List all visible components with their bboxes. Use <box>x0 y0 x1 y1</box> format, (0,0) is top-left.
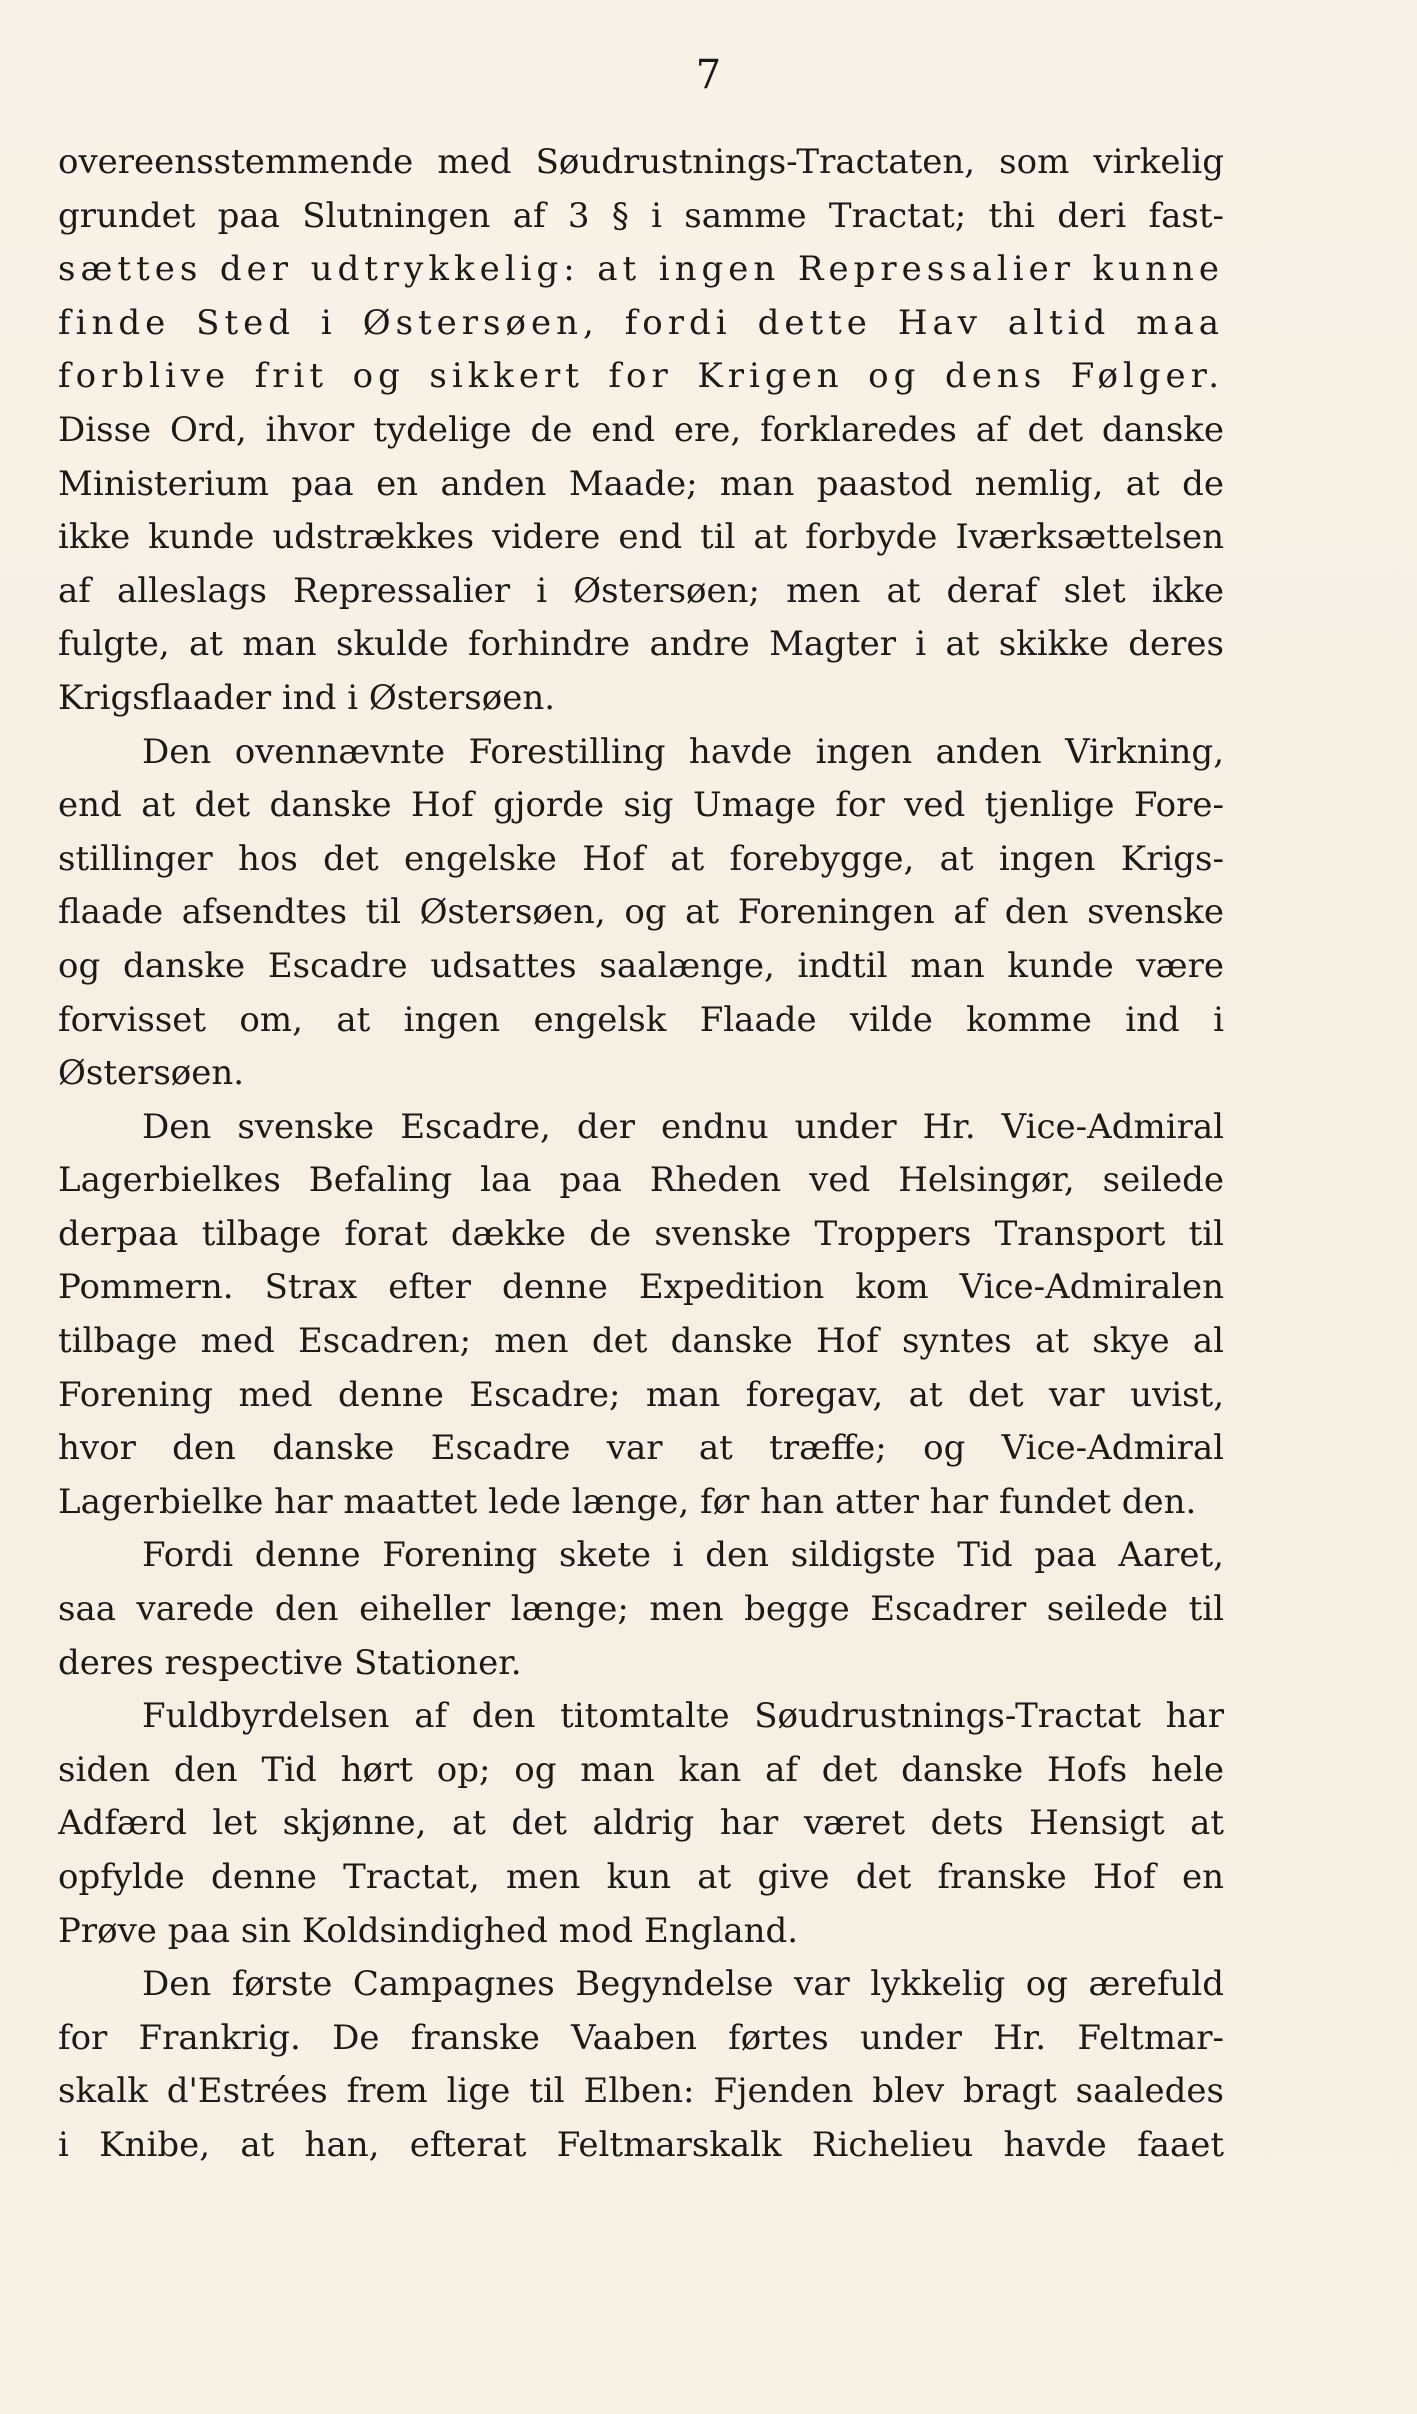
text-line: forvisset om, at ingen engelsk Flaade vilde komme ind i <box>58 999 1224 1040</box>
text-line: skalk d'Estrées frem lige til Elben: Fjenden blev bragt saaledes <box>58 2071 1224 2112</box>
text-line: flaade afsendtes til Østersøen, og at Foreningen af den svenske <box>58 892 1224 933</box>
text-line: Prøve paa sin Koldsindighed mod England. <box>58 1910 799 1951</box>
text-line: og danske Escadre udsattes saalænge, indtil man kunde være <box>58 945 1224 986</box>
text-line: Forening med denne Escadre; man foregav, at det var uvist, <box>58 1374 1224 1415</box>
text-line: Fuldbyrdelsen af den titomtalte Søudrustnings-Tractat har <box>142 1696 1224 1737</box>
text-line: saa varede den eiheller længe; men begge Escadrer seilede til <box>58 1589 1224 1630</box>
text-line: Fordi denne Forening skete i den sildigste Tid paa Aaret, <box>142 1535 1224 1576</box>
text-line: overeensstemmende med Søudrustnings-Tractaten, som virkelig <box>58 142 1224 182</box>
text-line: Lagerbielke har maattet lede længe, før han atter har fundet den. <box>58 1481 1197 1522</box>
text-line: tilbage med Escadren; men det danske Hof syntes at skye al <box>58 1321 1224 1362</box>
text-line: Den første Campagnes Begyndelse var lykkelig og ærefuld <box>142 1964 1224 2005</box>
text-line: hvor den danske Escadre var at træffe; og Vice-Admiral <box>58 1428 1224 1469</box>
text-line: opfylde denne Tractat, men kun at give det franske Hof en <box>58 1857 1224 1897</box>
text-line: forblive frit og sikkert for Krigen og dens Følger. <box>58 356 1224 397</box>
text-line: Pommern. Strax efter denne Expedition kom Vice-Admiralen <box>58 1267 1224 1308</box>
text-line: deres respective Stationer. <box>58 1642 522 1683</box>
text-line: finde Sted i Østersøen, fordi dette Hav altid maa <box>58 302 1224 343</box>
text-line: i Knibe, at han, efterat Feltmarskalk Richelieu havde faaet <box>58 2124 1224 2165</box>
text-line: grundet paa Slutningen af 3 § i samme Tractat; thi deri fast- <box>58 195 1224 236</box>
text-line: Østersøen. <box>58 1053 245 1094</box>
page-number: 7 <box>695 52 722 98</box>
text-line: end at det danske Hof gjorde sig Umage for ved tjenlige Fore- <box>58 785 1224 826</box>
text-line: stillinger hos det engelske Hof at forebygge, at ingen Krigs- <box>58 838 1224 879</box>
text-line: Den ovennævnte Forestilling havde ingen anden Virkning, <box>142 731 1224 772</box>
text-line: Den svenske Escadre, der endnu under Hr. Vice-Admiral <box>142 1106 1224 1147</box>
text-line: Disse Ord, ihvor tydelige de end ere, forklaredes af det danske <box>58 409 1224 450</box>
body-text <box>58 136 1224 2173</box>
text-line: Lagerbielkes Befaling laa paa Rheden ved Helsingør, seilede <box>58 1160 1224 1201</box>
text-line: fulgte, at man skulde forhindre andre Magter i at skikke deres <box>58 624 1224 665</box>
text-line: af alleslags Repressalier i Østersøen; men at deraf slet ikke <box>58 570 1224 611</box>
text-line: siden den Tid hørt op; og man kan af det danske Hofs hele <box>58 1749 1224 1790</box>
text-line: Krigsflaader ind i Østersøen. <box>58 677 556 718</box>
text-line: ikke kunde udstrækkes videre end til at forbyde Iværksættelsen <box>58 517 1224 558</box>
text-line: sættes der udtrykkelig: at ingen Repressalier kunne <box>58 249 1224 290</box>
text-line: derpaa tilbage forat dække de svenske Troppers Transport til <box>58 1213 1224 1254</box>
text-line: for Frankrig. De franske Vaaben førtes under Hr. Feltmar- <box>58 2017 1224 2058</box>
text-line: Ministerium paa en anden Maade; man paastod nemlig, at de <box>58 463 1224 504</box>
text-line: Adfærd let skjønne, at det aldrig har været dets Hensigt at <box>58 1803 1224 1844</box>
